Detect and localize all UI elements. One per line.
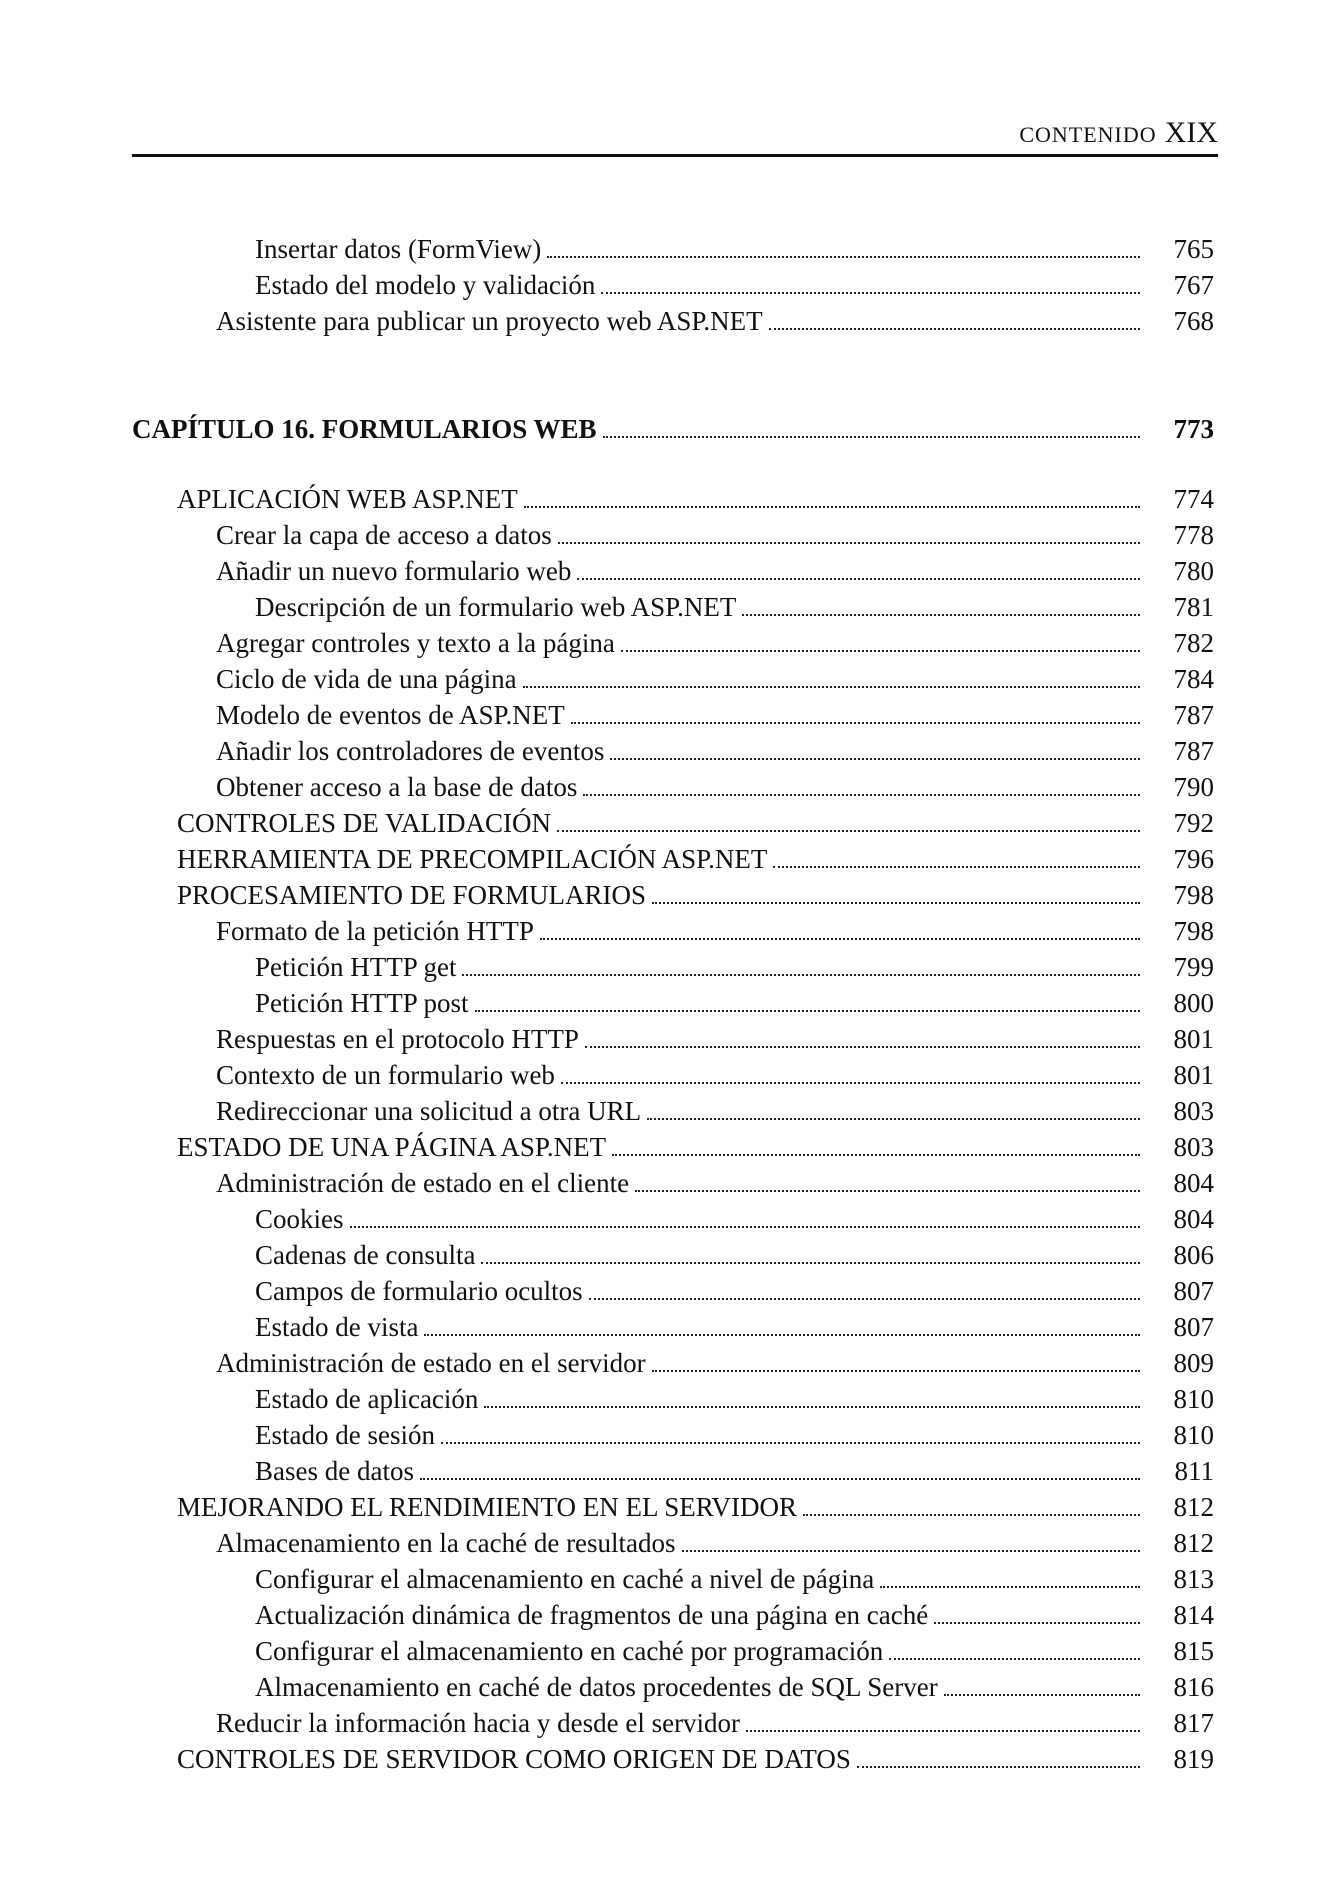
- running-head-label: CONTENIDO: [1019, 122, 1157, 147]
- toc-entry-page: 765: [1173, 234, 1214, 264]
- toc-entry-title: Reducir la información hacia y desde el servidor: [216, 1708, 741, 1738]
- toc-entry: [0, 878, 1339, 912]
- toc-entry-page: 803: [1173, 1096, 1214, 1126]
- toc-entry: [0, 1130, 1339, 1164]
- toc-entry-page: 787: [1173, 700, 1214, 730]
- dot-leader: [0, 698, 1140, 732]
- toc-entry-title: Contexto de un formulario web: [216, 1060, 555, 1090]
- toc-entry-page: 801: [1173, 1060, 1214, 1090]
- toc-entry-title: Formato de la petición HTTP: [216, 916, 534, 946]
- toc-entry: [0, 986, 1339, 1020]
- dot-leader: [0, 1454, 1140, 1488]
- toc-entry-title: Cookies: [255, 1204, 344, 1234]
- toc-entry-title: Estado de vista: [255, 1312, 419, 1342]
- dot-leader-line: [880, 1583, 1140, 1588]
- dot-leader: [0, 482, 1140, 516]
- toc-entry-page: 778: [1173, 520, 1214, 550]
- toc-entry: [0, 1346, 1339, 1380]
- toc-entry-title: Almacenamiento en caché de datos procedentes de SQL Server: [255, 1672, 938, 1702]
- toc-entry-title: Modelo de eventos de ASP.NET: [216, 700, 565, 730]
- dot-leader: [0, 1202, 1140, 1236]
- dot-leader-line: [773, 863, 1140, 868]
- toc-entry-page: 815: [1173, 1636, 1214, 1666]
- toc-entry-title: Campos de formulario ocultos: [255, 1276, 583, 1306]
- toc-entry-page: 812: [1173, 1492, 1214, 1522]
- toc-entry-page: 819: [1173, 1744, 1214, 1774]
- dot-leader-line: [561, 1079, 1140, 1084]
- toc-entry-page: 816: [1173, 1672, 1214, 1702]
- toc-entry-page: 813: [1173, 1564, 1214, 1594]
- dot-leader: [0, 950, 1140, 984]
- toc-entry-title: Crear la capa de acceso a datos: [216, 520, 552, 550]
- toc-entry-title: Configurar el almacenamiento en caché a nivel de página: [255, 1564, 875, 1594]
- toc-entry-title: Insertar datos (FormView): [255, 234, 542, 264]
- toc-entry: [0, 950, 1339, 984]
- toc-entry-title: CAPÍTULO 16. FORMULARIOS WEB: [132, 414, 597, 444]
- dot-leader: [0, 1238, 1140, 1272]
- toc-entry: [0, 1022, 1339, 1056]
- toc-entry: [0, 1526, 1339, 1560]
- toc-entry-title: CONTROLES DE SERVIDOR COMO ORIGEN DE DATOS: [177, 1744, 851, 1774]
- toc-entry: [0, 518, 1339, 552]
- toc-entry: [0, 806, 1339, 840]
- dot-leader: [0, 662, 1140, 696]
- dot-leader-line: [547, 253, 1140, 258]
- toc-entry: [0, 626, 1339, 660]
- toc-entry-page: 800: [1173, 988, 1214, 1018]
- dot-leader-line: [424, 1331, 1140, 1336]
- toc-entry-title: Petición HTTP post: [255, 988, 469, 1018]
- dot-leader-line: [612, 1151, 1140, 1156]
- dot-leader-line: [524, 503, 1140, 508]
- dot-leader: [0, 232, 1140, 266]
- toc-entry: [0, 698, 1339, 732]
- toc-chapter-entry: [0, 412, 1339, 446]
- toc-entry: [0, 1310, 1339, 1344]
- toc-entry-title: Estado de sesión: [255, 1420, 435, 1450]
- toc-entry-page: 799: [1173, 952, 1214, 982]
- dot-leader-line: [746, 1727, 1140, 1732]
- dot-leader-line: [610, 755, 1140, 760]
- toc-entry-page: 767: [1173, 270, 1214, 300]
- toc-entry-title: Bases de datos: [255, 1456, 414, 1486]
- toc-entry: [0, 1634, 1339, 1668]
- toc-entry: [0, 1058, 1339, 1092]
- toc-entry-page: 784: [1173, 664, 1214, 694]
- toc-entry: [0, 304, 1339, 338]
- dot-leader: [0, 1382, 1140, 1416]
- toc-entry-page: 810: [1173, 1420, 1214, 1450]
- toc-entry-page: 814: [1173, 1600, 1214, 1630]
- toc-entry-page: 798: [1173, 916, 1214, 946]
- dot-leader-line: [652, 1367, 1140, 1372]
- toc-entry-page: 792: [1173, 808, 1214, 838]
- dot-leader-line: [420, 1475, 1140, 1480]
- dot-leader-line: [557, 827, 1140, 832]
- dot-leader-line: [803, 1511, 1140, 1516]
- toc-entry-page: 809: [1173, 1348, 1214, 1378]
- toc-entry-title: MEJORANDO EL RENDIMIENTO EN EL SERVIDOR: [177, 1492, 798, 1522]
- toc-entry-title: Administración de estado en el cliente: [216, 1168, 630, 1198]
- toc-entry-title: Agregar controles y texto a la página: [216, 628, 615, 658]
- toc-entry-page: 807: [1173, 1312, 1214, 1342]
- toc-entry: [0, 232, 1339, 266]
- toc-entry: [0, 1166, 1339, 1200]
- toc-entry-title: CONTROLES DE VALIDACIÓN: [177, 808, 552, 838]
- toc-entry-title: Almacenamiento en la caché de resultados: [216, 1528, 676, 1558]
- dot-leader-line: [857, 1763, 1140, 1768]
- toc-entry-page: 781: [1173, 592, 1214, 622]
- dot-leader-line: [475, 1007, 1140, 1012]
- dot-leader-line: [889, 1655, 1140, 1660]
- toc-entry-title: Redireccionar una solicitud a otra URL: [216, 1096, 642, 1126]
- page-folio: XIX: [1164, 116, 1218, 149]
- toc-entry-page: 787: [1173, 736, 1214, 766]
- dot-leader: [0, 1058, 1140, 1092]
- toc-entry: [0, 268, 1339, 302]
- toc-entry-title: Añadir un nuevo formulario web: [216, 556, 572, 586]
- toc-entry-title: Petición HTTP get: [255, 952, 457, 982]
- toc-entry-page: 798: [1173, 880, 1214, 910]
- toc-entry-title: Cadenas de consulta: [255, 1240, 476, 1270]
- toc-entry-page: 790: [1173, 772, 1214, 802]
- toc-entry-title: Asistente para publicar un proyecto web ASP.NET: [216, 306, 763, 336]
- toc-entry: [0, 914, 1339, 948]
- dot-leader-line: [441, 1439, 1140, 1444]
- toc-entry: [0, 482, 1339, 516]
- toc-entry: [0, 1274, 1339, 1308]
- dot-leader-line: [635, 1187, 1140, 1192]
- toc-entry-title: Estado del modelo y validación: [255, 270, 596, 300]
- toc-entry: [0, 734, 1339, 768]
- toc-entry: [0, 590, 1339, 624]
- toc-entry-page: 811: [1174, 1456, 1214, 1486]
- toc-entry-title: Obtener acceso a la base de datos: [216, 772, 578, 802]
- dot-leader-line: [540, 935, 1140, 940]
- dot-leader-line: [603, 433, 1140, 438]
- toc-entry-page: 817: [1173, 1708, 1214, 1738]
- toc-entry-title: Configurar el almacenamiento en caché por programación: [255, 1636, 884, 1666]
- toc-entry-title: Actualización dinámica de fragmentos de una página en caché: [255, 1600, 929, 1630]
- dot-leader-line: [350, 1223, 1140, 1228]
- dot-leader-line: [769, 325, 1140, 330]
- toc-entry-page: 773: [1173, 414, 1214, 444]
- toc-entry: [0, 1238, 1339, 1272]
- dot-leader: [0, 518, 1140, 552]
- toc-entry: [0, 842, 1339, 876]
- dot-leader: [0, 806, 1140, 840]
- toc-entry: [0, 662, 1339, 696]
- toc-entry: [0, 1094, 1339, 1128]
- dot-leader-line: [934, 1619, 1140, 1624]
- toc-entry-title: PROCESAMIENTO DE FORMULARIOS: [177, 880, 647, 910]
- dot-leader-line: [462, 971, 1140, 976]
- toc-entry: [0, 1706, 1339, 1740]
- toc-entry-page: 804: [1173, 1204, 1214, 1234]
- toc-entry-page: 810: [1173, 1384, 1214, 1414]
- dot-leader-line: [585, 1043, 1140, 1048]
- dot-leader: [0, 1418, 1140, 1452]
- toc-entry: [0, 1382, 1339, 1416]
- toc-entry-title: APLICACIÓN WEB ASP.NET: [177, 484, 518, 514]
- toc-entry: [0, 554, 1339, 588]
- dot-leader-line: [583, 791, 1140, 796]
- toc-entry-page: 774: [1173, 484, 1214, 514]
- toc-entry-title: ESTADO DE UNA PÁGINA ASP.NET: [177, 1132, 607, 1162]
- toc-entry-page: 768: [1173, 306, 1214, 336]
- toc-entry: [0, 1418, 1339, 1452]
- dot-leader-line: [523, 683, 1140, 688]
- toc-entry-title: Ciclo de vida de una página: [216, 664, 517, 694]
- dot-leader-line: [682, 1547, 1140, 1552]
- toc-entry-title: HERRAMIENTA DE PRECOMPILACIÓN ASP.NET: [177, 844, 768, 874]
- dot-leader-line: [944, 1691, 1140, 1696]
- toc-entry: [0, 1202, 1339, 1236]
- dot-leader-line: [484, 1403, 1140, 1408]
- toc-entry-page: 812: [1173, 1528, 1214, 1558]
- toc-entry: [0, 1670, 1339, 1704]
- toc-entry-page: 803: [1173, 1132, 1214, 1162]
- dot-leader-line: [601, 289, 1140, 294]
- dot-leader-line: [652, 899, 1140, 904]
- dot-leader-line: [481, 1259, 1140, 1264]
- toc-entry-page: 804: [1173, 1168, 1214, 1198]
- dot-leader-line: [742, 611, 1140, 616]
- toc-entry-page: 782: [1173, 628, 1214, 658]
- toc-entry: [0, 1490, 1339, 1524]
- toc-entry-title: Descripción de un formulario web ASP.NET: [255, 592, 737, 622]
- dot-leader: [0, 986, 1140, 1020]
- dot-leader-line: [647, 1115, 1140, 1120]
- toc-entry: [0, 1562, 1339, 1596]
- toc-entry: [0, 770, 1339, 804]
- dot-leader-line: [621, 647, 1140, 652]
- dot-leader-line: [589, 1295, 1140, 1300]
- toc-entry: [0, 1598, 1339, 1632]
- toc-entry-page: 807: [1173, 1276, 1214, 1306]
- toc-entry-title: Administración de estado en el servidor: [216, 1348, 646, 1378]
- toc-entry-title: Añadir los controladores de eventos: [216, 736, 605, 766]
- dot-leader-line: [577, 575, 1140, 580]
- dot-leader: [0, 1310, 1140, 1344]
- dot-leader: [0, 914, 1140, 948]
- toc-entry-page: 801: [1173, 1024, 1214, 1054]
- dot-leader-line: [558, 539, 1140, 544]
- toc-entry-page: 796: [1173, 844, 1214, 874]
- toc-entry-title: Estado de aplicación: [255, 1384, 479, 1414]
- toc-entry-page: 780: [1173, 556, 1214, 586]
- toc-entry-page: 806: [1173, 1240, 1214, 1270]
- toc-entry-title: Respuestas en el protocolo HTTP: [216, 1024, 579, 1054]
- toc-entry: [0, 1454, 1339, 1488]
- dot-leader-line: [571, 719, 1140, 724]
- toc-entry: [0, 1742, 1339, 1776]
